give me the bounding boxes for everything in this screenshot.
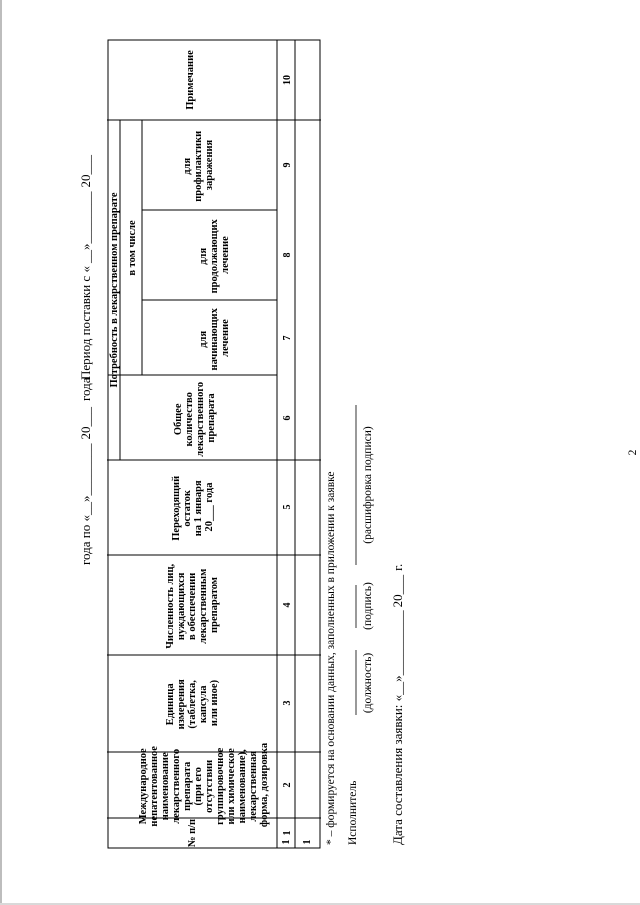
header-including: в том числе <box>127 220 138 276</box>
executor-position: (должность) <box>362 652 374 714</box>
header-balance <box>171 473 215 541</box>
header-total <box>173 379 217 456</box>
row-number: 1 <box>281 839 292 845</box>
svg-text:для продолжающих л: для продолжающих лечение <box>198 219 231 294</box>
period-year-1: 20 <box>78 174 93 188</box>
svg-text:Численность лиц, нуждающ: Численность лиц, нуждающихся в обеспечении лекарственным препаратом <box>165 563 220 649</box>
svg-text:для начинающих леч: для начинающих лечение <box>198 308 231 371</box>
svg-text:Международное непатентов: Международное непатентованное наименование лекарственного препарата (при его отсутствии группировочное или химическое наименование), лекарственная форма, дозировка <box>138 742 270 828</box>
svg-text:Переходящий остаток: Переходящий остаток на 1 января 20___ года <box>171 475 215 541</box>
date-suffix: г. <box>390 563 405 571</box>
col-number: 1 <box>282 830 293 836</box>
date-line <box>390 564 405 845</box>
footnote: * – формируется на основании данных, заполненных в приложении к заявке <box>325 471 337 845</box>
col-number: 9 <box>282 162 293 168</box>
col-number: 7 <box>282 335 293 341</box>
header-unit <box>165 677 220 730</box>
table-row <box>281 840 292 845</box>
svg-text:Общее количество л: Общее количество лекарственного препарата <box>173 381 217 457</box>
header-prevention <box>182 128 215 202</box>
date-quote: » <box>390 675 405 682</box>
date-year: 20 <box>390 594 405 608</box>
page-number: 2 <box>627 449 639 456</box>
period-year-2: 20 <box>78 426 93 440</box>
executor-signature: (подпись) <box>362 582 374 630</box>
col-number: 2 <box>282 782 293 788</box>
header-note: Примечание <box>185 50 196 110</box>
table-row <box>302 840 313 845</box>
col-number: 10 <box>282 75 293 85</box>
period-year-suffix: года <box>78 377 93 402</box>
row-number: 1 <box>302 839 313 845</box>
svg-text:Дата составления заявки: «__»_: Дата составления заявки: «__»__________20___г. <box>390 563 405 845</box>
period-from-text: Период поставки с « <box>78 266 93 380</box>
header-persons <box>165 561 220 649</box>
svg-text:Единица измерения: Единица измерения (таблетка, капсула или иное) <box>165 679 220 730</box>
col-number: 3 <box>282 700 293 706</box>
svg-text:для профилактики з: для профилактики заражения <box>182 130 215 202</box>
col-number: 6 <box>282 415 293 421</box>
column-numbers-row <box>282 75 293 836</box>
header-continuing <box>198 217 231 294</box>
period-from-label: Период поставки с «__»________20___ <box>78 155 93 380</box>
scan-edge-left <box>0 0 2 905</box>
col-number: 5 <box>282 504 293 510</box>
executor-label: Исполнитель <box>347 780 359 845</box>
date-label: Дата составления заявки: « <box>390 694 405 845</box>
executor-decoding: (расшифровка подписи) <box>362 426 374 544</box>
period-to-label: года по «__»________20___года <box>78 377 93 565</box>
period-to-text: года по « <box>78 515 93 565</box>
header-num: № п/п <box>187 818 198 848</box>
period-quote-1: » <box>78 243 93 251</box>
col-number: 4 <box>282 602 293 608</box>
period-quote-2: » <box>78 495 93 503</box>
header-name <box>138 742 270 827</box>
header-starting <box>198 306 231 371</box>
header-need-group: Потребность в лекарственном препарате <box>109 192 120 388</box>
col-number: 8 <box>282 252 293 258</box>
period-line <box>78 155 93 565</box>
